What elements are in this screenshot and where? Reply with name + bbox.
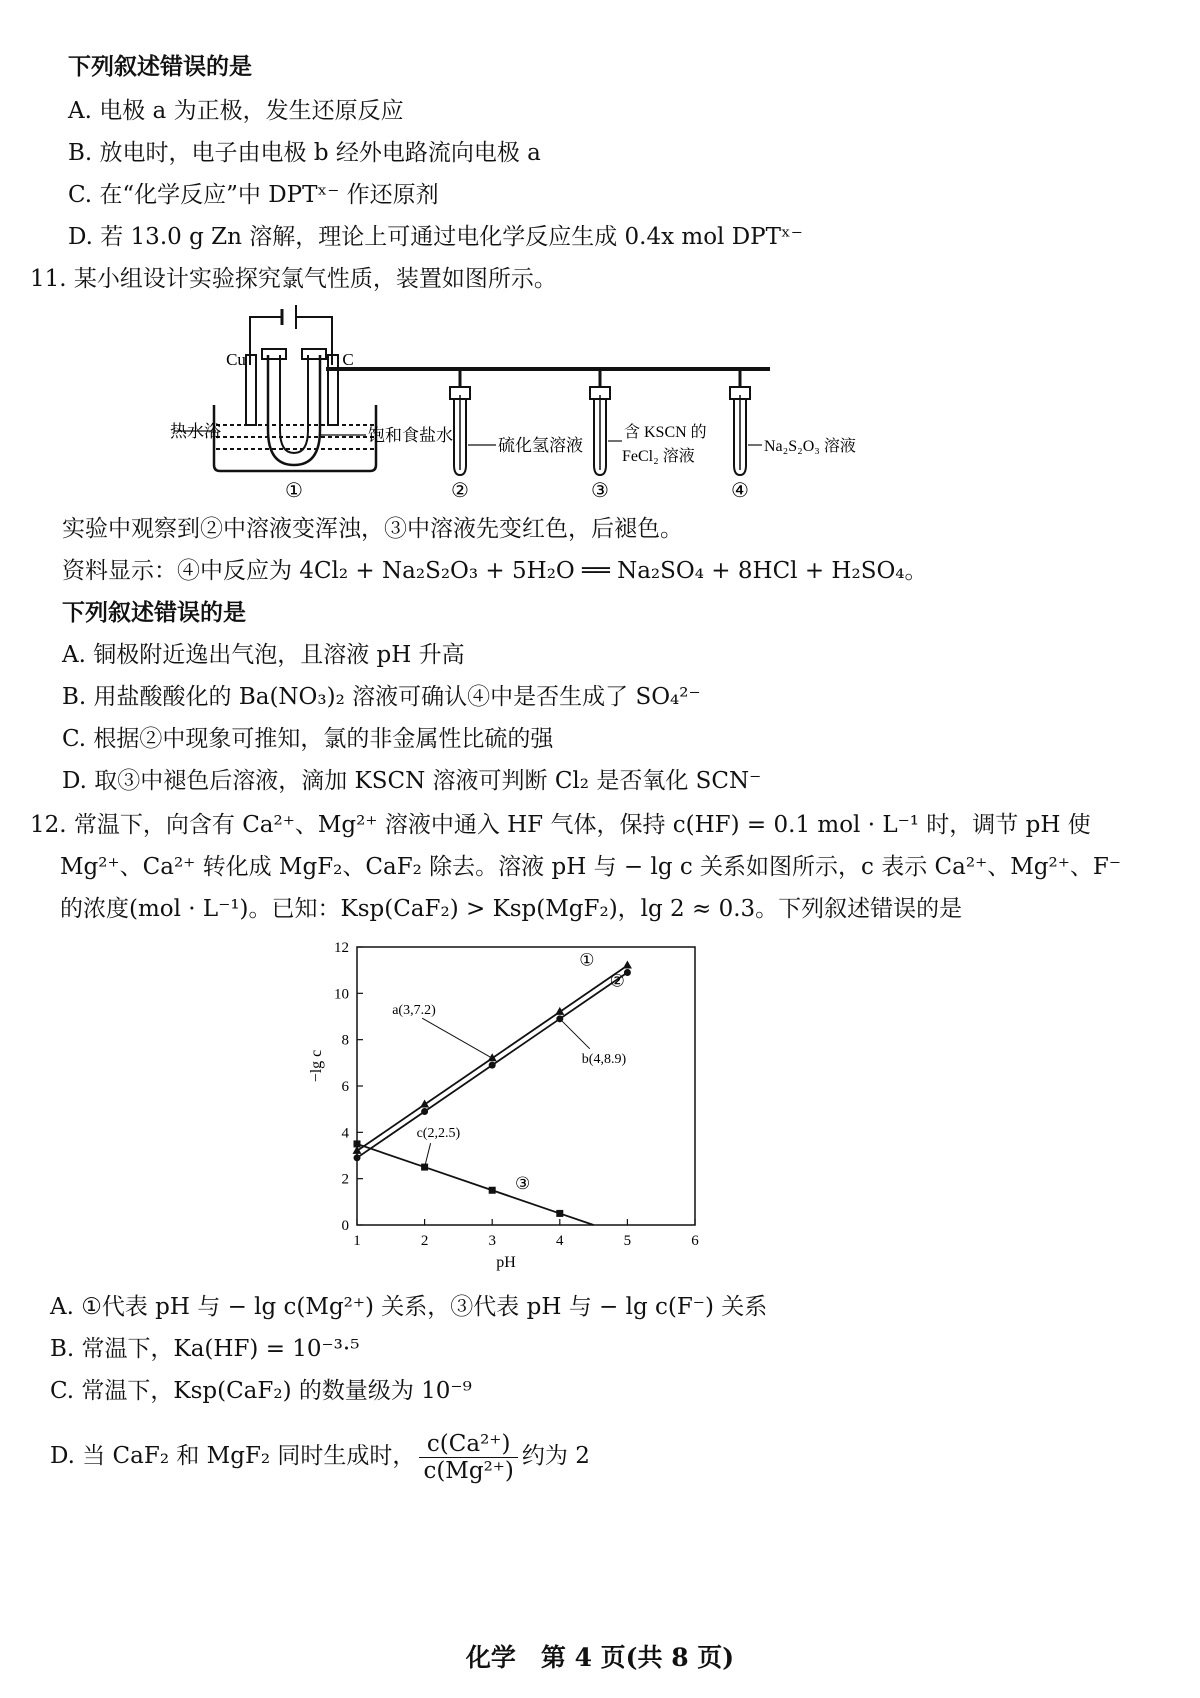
series-1-point: [488, 1053, 497, 1061]
figure-num-2: ②: [451, 480, 469, 502]
y-tick-label: 0: [341, 1218, 349, 1234]
q12-stem-line3: 的浓度(mol · L⁻¹)。已知：Ksp(CaF₂) > Ksp(MgF₂)，lg 2 ≈ 0.3。下列叙述错误的是: [60, 896, 963, 922]
q11-info: 资料显示：④中反应为 4Cl₂ + Na₂S₂O₃ + 5H₂O ══ Na₂SO₄ + 8HCl + H₂SO₄。: [62, 558, 928, 584]
q12-stem-line1: 12. 常温下，向含有 Ca²⁺、Mg²⁺ 溶液中通入 HF 气体，保持 c(HF) = 0.1 mol · L⁻¹ 时，调节 pH 使: [30, 812, 1091, 838]
q10-option-d: D. 若 13.0 g Zn 溶解，理论上可通过电化学反应生成 0.4x mol DPTˣ⁻: [68, 224, 803, 250]
q12-option-b: B. 常温下，Ka(HF) = 10⁻³·⁵: [50, 1336, 360, 1362]
q11-observation: 实验中观察到②中溶液变浑浊，③中溶液先变红色，后褪色。: [62, 516, 683, 542]
annotation-label: b(4,8.9): [581, 1051, 627, 1067]
q11-prompt: 下列叙述错误的是: [62, 599, 246, 626]
label-hot-water-bath: 热水浴: [170, 422, 221, 441]
y-axis-label: −lg c: [308, 1049, 325, 1083]
q12-option-a: A. ①代表 pH 与 − lg c(Mg²⁺) 关系，③代表 pH 与 − lg c(F⁻) 关系: [50, 1294, 768, 1320]
figure-num-1: ①: [285, 480, 303, 502]
y-tick-label: 2: [341, 1171, 349, 1188]
label-saturated-brine: 饱和食盐水: [368, 426, 453, 445]
x-tick-label: 1: [353, 1233, 361, 1249]
series-3-point: [556, 1210, 563, 1217]
fraction-denominator: c(Mg²⁺): [423, 1457, 514, 1484]
series-label-1: ①: [579, 950, 595, 970]
x-axis-label: pH: [496, 1254, 516, 1271]
annotation-pointer: [425, 1143, 431, 1167]
ratio-fraction: [419, 1431, 517, 1484]
figure-num-4: ④: [731, 480, 749, 502]
label-h2s-solution: 硫化氢溶液: [498, 436, 583, 455]
q12-option-d: [50, 1428, 590, 1484]
q11-option-c: C. 根据②中现象可推知，氯的非金属性比硫的强: [62, 726, 554, 752]
q11-option-d: D. 取③中褪色后溶液，滴加 KSCN 溶液可判断 Cl₂ 是否氧化 SCN⁻: [62, 768, 762, 794]
series-3-point: [354, 1140, 361, 1147]
q12-option-d-prefix: D. 当 CaF₂ 和 MgF₂ 同时生成时，: [50, 1443, 416, 1469]
y-tick-label: 4: [341, 1125, 349, 1142]
series-2-point: [624, 969, 631, 976]
q12-option-d-suffix: 约为 2: [521, 1443, 590, 1469]
series-3-point: [421, 1164, 428, 1171]
annotation-label: a(3,7.2): [392, 1003, 436, 1019]
y-tick-label: 6: [341, 1079, 349, 1095]
label-na2s2o3-solution: Na₂S₂O₃ 溶液: [764, 438, 856, 455]
y-tick-label: 10: [334, 986, 349, 1003]
q12-option-c: C. 常温下，Ksp(CaF₂) 的数量级为 10⁻⁹: [50, 1378, 472, 1404]
q10-option-c: C. 在“化学反应”中 DPTˣ⁻ 作还原剂: [68, 182, 439, 208]
series-1-point: [555, 1007, 564, 1015]
annotation-pointer: [422, 1018, 492, 1058]
y-tick-label: 8: [341, 1032, 349, 1049]
label-kscn-line1: 含 KSCN 的: [624, 424, 707, 441]
annotation-pointer: [560, 1019, 590, 1049]
annotation-label: c(2,2.5): [416, 1126, 461, 1142]
x-tick-label: 5: [623, 1233, 632, 1249]
x-tick-label: 2: [420, 1233, 429, 1249]
series-label-2: ②: [609, 971, 625, 991]
x-tick-label: 6: [691, 1233, 699, 1249]
x-tick-label: 3: [488, 1233, 496, 1249]
fraction-numerator: c(Ca²⁺): [419, 1431, 517, 1458]
series-label-3: ③: [514, 1174, 531, 1194]
label-cu: Cu: [226, 350, 246, 369]
q10-option-a: A. 电极 a 为正极，发生还原反应: [68, 98, 404, 124]
series-2-point: [489, 1062, 496, 1069]
figure-num-3: ③: [591, 480, 609, 502]
series-2-point: [354, 1154, 361, 1161]
series-2-point: [421, 1108, 428, 1115]
q12-chart: [300, 935, 770, 1295]
q11-apparatus-figure: [170, 305, 910, 505]
q10-prompt: 下列叙述错误的是: [68, 53, 252, 80]
series-1-point: [623, 961, 632, 969]
q11-stem: 11. 某小组设计实验探究氯气性质，装置如图所示。: [30, 266, 557, 292]
q12-stem-line2: Mg²⁺、Ca²⁺ 转化成 MgF₂、CaF₂ 除去。溶液 pH 与 − lg c 关系如图所示，c 表示 Ca²⁺、Mg²⁺、F⁻: [60, 854, 1121, 880]
q11-option-b: B. 用盐酸酸化的 Ba(NO₃)₂ 溶液可确认④中是否生成了 SO₄²⁻: [62, 684, 701, 710]
series-1-point: [420, 1100, 429, 1108]
q10-option-b: B. 放电时，电子由电极 b 经外电路流向电极 a: [68, 140, 541, 166]
q11-option-a: A. 铜极附近逸出气泡，且溶液 pH 升高: [62, 642, 465, 668]
x-tick-label: 4: [556, 1233, 564, 1249]
label-kscn-line2: FeCl₂ 溶液: [622, 448, 695, 465]
series-3-point: [489, 1187, 496, 1194]
page-footer: 化学 第 4 页(共 8 页): [465, 1643, 735, 1672]
label-c: C: [342, 350, 354, 369]
y-tick-label: 12: [334, 940, 349, 956]
